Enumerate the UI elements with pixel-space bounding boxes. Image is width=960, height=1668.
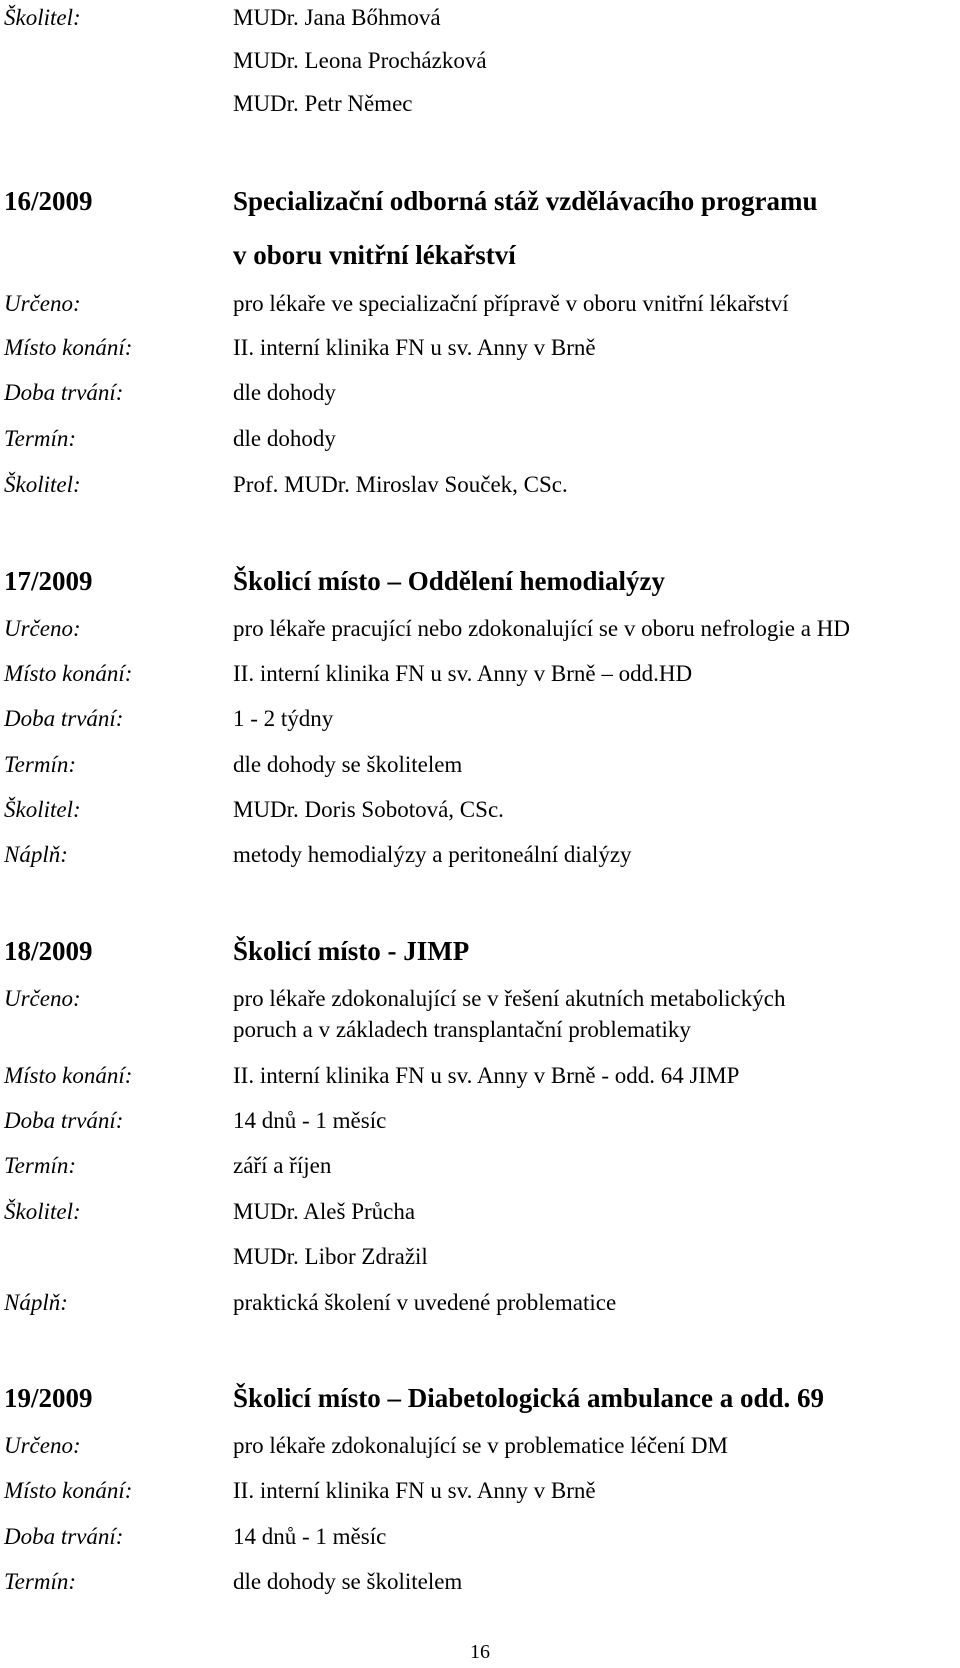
entry-number: 16/2009: [4, 186, 93, 216]
entry-number: 18/2009: [4, 936, 93, 966]
row-label: Určeno:: [4, 616, 81, 641]
row-label: Místo konání:: [4, 1478, 133, 1503]
row-label: Školitel:: [4, 1199, 81, 1224]
skolitel-label: Školitel:: [4, 5, 81, 30]
skolitel-value: MUDr. Leona Procházková: [233, 48, 487, 73]
row-label: Školitel:: [4, 472, 81, 497]
row-label: Termín:: [4, 426, 76, 451]
row-value: II. interní klinika FN u sv. Anny v Brně - odd. 64 JIMP: [233, 1063, 740, 1088]
row-value: pro lékaře zdokonalující se v řešení akutních metabolických: [233, 986, 786, 1011]
row-value: II. interní klinika FN u sv. Anny v Brně: [233, 1478, 596, 1503]
entry-title: v oboru vnitřní lékařství: [233, 240, 516, 270]
row-label: Doba trvání:: [4, 706, 124, 731]
row-value: 1 - 2 týdny: [233, 706, 334, 731]
row-label: Místo konání:: [4, 1063, 133, 1088]
row-value: 14 dnů - 1 měsíc: [233, 1108, 387, 1133]
row-label: Termín:: [4, 1569, 76, 1594]
entry-number: 19/2009: [4, 1383, 93, 1413]
row-label: Náplň:: [4, 842, 68, 867]
row-label: Určeno:: [4, 986, 81, 1011]
row-label: Termín:: [4, 752, 76, 777]
row-label: Doba trvání:: [4, 1108, 124, 1133]
entry-title: Školicí místo - JIMP: [233, 936, 470, 966]
row-value: dle dohody: [233, 426, 336, 451]
entry-number: 17/2009: [4, 566, 93, 596]
row-label: Školitel:: [4, 797, 81, 822]
row-value: II. interní klinika FN u sv. Anny v Brně – odd.HD: [233, 661, 693, 686]
row-value: pro lékaře pracující nebo zdokonalující se v oboru nefrologie a HD: [233, 616, 850, 641]
entry-title: Školicí místo – Oddělení hemodialýzy: [233, 566, 666, 596]
row-value: Prof. MUDr. Miroslav Souček, CSc.: [233, 472, 568, 497]
row-label: Místo konání:: [4, 661, 133, 686]
row-value: II. interní klinika FN u sv. Anny v Brně: [233, 335, 596, 360]
row-label: Určeno:: [4, 1433, 81, 1458]
entry-title: Specializační odborná stáž vzdělávacího programu: [233, 186, 818, 216]
row-value: září a říjen: [233, 1153, 332, 1178]
row-label: Doba trvání:: [4, 1524, 124, 1549]
row-value: MUDr. Doris Sobotová, CSc.: [233, 797, 504, 822]
row-value: pro lékaře zdokonalující se v problematice léčení DM: [233, 1433, 728, 1458]
row-value: metody hemodialýzy a peritoneální dialýzy: [233, 842, 632, 867]
row-value: poruch a v základech transplantační problematiky: [233, 1017, 691, 1042]
row-value: praktická školení v uvedené problematice: [233, 1290, 617, 1315]
row-value: dle dohody: [233, 380, 336, 405]
row-value: dle dohody se školitelem: [233, 752, 463, 777]
row-label: Místo konání:: [4, 335, 133, 360]
row-label: Termín:: [4, 1153, 76, 1178]
row-value: MUDr. Libor Zdražil: [233, 1244, 428, 1269]
page-number: 16: [470, 1641, 490, 1663]
skolitel-value: MUDr. Petr Němec: [233, 91, 413, 116]
row-value: pro lékaře ve specializační přípravě v oboru vnitřní lékařství: [233, 291, 789, 316]
row-label: Doba trvání:: [4, 380, 124, 405]
row-value: 14 dnů - 1 měsíc: [233, 1524, 387, 1549]
skolitel-value: MUDr. Jana Bőhmová: [233, 5, 441, 30]
row-label: Náplň:: [4, 1290, 68, 1315]
row-value: MUDr. Aleš Průcha: [233, 1199, 416, 1224]
row-value: dle dohody se školitelem: [233, 1569, 463, 1594]
entry-title: Školicí místo – Diabetologická ambulance a odd. 69: [233, 1383, 825, 1413]
row-label: Určeno:: [4, 291, 81, 316]
